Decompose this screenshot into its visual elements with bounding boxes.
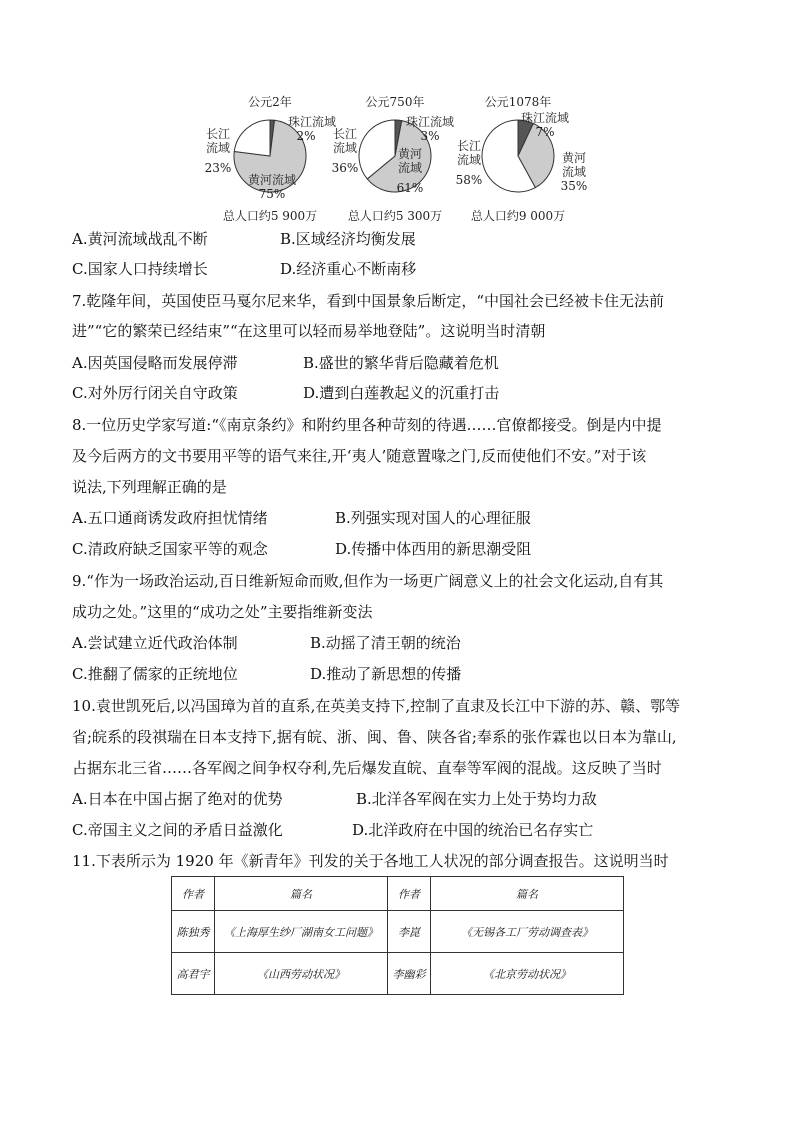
q9-stem-line-1: 9.“作为一场政治运动,百日维新短命而败,但作为一场更广阔意义上的社会文化运动,自有其 bbox=[72, 572, 664, 590]
slice-label: 流域 bbox=[561, 165, 587, 179]
q10-option-a[interactable]: A.日本在中国占据了绝对的优势 bbox=[72, 790, 283, 808]
pie-title: 公元750年 bbox=[365, 95, 425, 109]
q8-stem-line-1: 8.一位历史学家写道:“《南京条约》和附约里各种苛刻的待遇……官僚都接受。倒是内中提 bbox=[72, 416, 662, 434]
slice-label: 黄河流域 bbox=[247, 173, 297, 187]
q6-option-d[interactable]: D.经济重心不断南移 bbox=[280, 260, 417, 278]
slice-label: 流域 bbox=[456, 153, 482, 167]
pie-total-population: 总人口约5 900万 bbox=[222, 209, 318, 223]
table-row bbox=[172, 953, 624, 995]
pie-slice bbox=[234, 120, 270, 156]
slice-label: 珠江流域 bbox=[405, 115, 455, 129]
slice-label: 珠江流域 bbox=[520, 111, 570, 125]
population-pie-charts bbox=[200, 92, 620, 227]
slice-label: 长江 bbox=[456, 139, 482, 153]
table-cell: 《山西劳动状况》 bbox=[215, 953, 388, 995]
q6-option-a[interactable]: A.黄河流域战乱不断 bbox=[72, 230, 208, 248]
pie-total-population: 总人口约9 000万 bbox=[470, 209, 566, 223]
q8-option-c[interactable]: C.清政府缺乏国家平等的观念 bbox=[72, 540, 268, 558]
pie-total-population: 总人口约5 300万 bbox=[347, 209, 443, 223]
table-header-row bbox=[172, 877, 624, 911]
q7-option-d[interactable]: D.遭到白莲教起义的沉重打击 bbox=[303, 384, 500, 402]
slice-percent: 23% bbox=[204, 161, 232, 175]
slice-label: 长江 bbox=[205, 127, 231, 141]
q7-stem-line-2: 进”“它的繁荣已经结束”“在这里可以轻而易举地登陆”。这说明当时清朝 bbox=[72, 322, 546, 340]
q6-option-b[interactable]: B.区域经济均衡发展 bbox=[280, 230, 416, 248]
table-header-title-2: 篇名 bbox=[431, 877, 624, 911]
pie-charts-svg bbox=[200, 92, 620, 227]
table-cell: 高君宇 bbox=[172, 953, 215, 995]
q8-option-b[interactable]: B.列强实现对国人的心理征服 bbox=[335, 509, 531, 527]
q8-stem-line-3: 说法,下列理解正确的是 bbox=[72, 478, 227, 496]
q11-stem-line-1: 11.下表所示为 1920 年《新青年》刊发的关于各地工人状况的部分调查报告。这说明当时 bbox=[72, 852, 669, 870]
q6-option-c[interactable]: C.国家人口持续增长 bbox=[72, 260, 208, 278]
q10-stem-line-3: 占据东北三省……各军阀之间争权夺利,先后爆发直皖、直奉等军阀的混战。这反映了当时 bbox=[72, 759, 662, 777]
q7-option-c[interactable]: C.对外厉行闭关自守政策 bbox=[72, 384, 238, 402]
q9-option-d[interactable]: D.推动了新思想的传播 bbox=[310, 665, 462, 683]
q10-stem-line-1: 10.袁世凯死后,以冯国璋为首的直系,在英美支持下,控制了直隶及长江中下游的苏、赣、鄂等 bbox=[72, 697, 681, 715]
table-row bbox=[172, 911, 624, 953]
table-cell: 李幽彩 bbox=[388, 953, 431, 995]
slice-label: 流域 bbox=[397, 161, 423, 175]
slice-percent: 35% bbox=[560, 179, 588, 193]
table-cell: 《无锡各工厂劳动调查表》 bbox=[431, 911, 624, 953]
pie-title: 公元1078年 bbox=[484, 95, 552, 109]
q9-option-c[interactable]: C.推翻了儒家的正统地位 bbox=[72, 665, 238, 683]
table-header-author-1: 作者 bbox=[172, 877, 215, 911]
q10-option-b[interactable]: B.北洋各军阀在实力上处于势均力敌 bbox=[356, 790, 597, 808]
q7-stem-line-1: 7.乾隆年间，英国使臣马戛尔尼来华，看到中国景象后断定，“中国社会已经被卡住无法前 bbox=[72, 292, 664, 310]
slice-percent: 75% bbox=[258, 187, 286, 201]
q11-table bbox=[171, 876, 624, 995]
q10-stem-line-2: 省;皖系的段祺瑞在日本支持下,据有皖、浙、闽、鲁、陕各省;奉系的张作霖也以日本为靠山, bbox=[72, 728, 677, 746]
slice-label: 珠江流域 bbox=[287, 115, 337, 129]
slice-percent: 3% bbox=[420, 129, 440, 143]
slice-label: 黄河 bbox=[561, 151, 587, 165]
q7-option-b[interactable]: B.盛世的繁华背后隐藏着危机 bbox=[303, 354, 499, 372]
table-cell: 《上海厚生纱厂湖南女工问题》 bbox=[215, 911, 388, 953]
q8-option-a[interactable]: A.五口通商诱发政府担忧情绪 bbox=[72, 509, 268, 527]
q8-stem-line-2: 及今后两方的文书要用平等的语气来往,开‘夷人’随意置喙之门,反而使他们不安。”对于该 bbox=[72, 447, 647, 465]
slice-percent: 36% bbox=[331, 161, 359, 175]
q7-option-a[interactable]: A.因英国侵略而发展停滞 bbox=[72, 354, 238, 372]
pie-title: 公元2年 bbox=[248, 95, 292, 109]
table-header-title-1: 篇名 bbox=[215, 877, 388, 911]
table-header-author-2: 作者 bbox=[388, 877, 431, 911]
slice-label: 黄河 bbox=[397, 147, 423, 161]
q10-option-d[interactable]: D.北洋政府在中国的统治已名存实亡 bbox=[352, 821, 594, 839]
slice-label: 流域 bbox=[332, 141, 358, 155]
table-cell: 《北京劳动状况》 bbox=[431, 953, 624, 995]
slice-label: 流域 bbox=[205, 141, 231, 155]
table-cell: 李崑 bbox=[388, 911, 431, 953]
slice-percent: 2% bbox=[296, 129, 316, 143]
slice-label: 长江 bbox=[332, 127, 358, 141]
table-cell: 陈独秀 bbox=[172, 911, 215, 953]
slice-percent: 58% bbox=[455, 173, 483, 187]
q9-option-b[interactable]: B.动摇了清王朝的统治 bbox=[310, 634, 461, 652]
q10-option-c[interactable]: C.帝国主义之间的矛盾日益激化 bbox=[72, 821, 283, 839]
q9-stem-line-2: 成功之处。”这里的“成功之处”主要指维新变法 bbox=[72, 603, 373, 621]
slice-percent: 7% bbox=[535, 125, 555, 139]
q8-option-d[interactable]: D.传播中体西用的新思潮受阻 bbox=[335, 540, 532, 558]
q9-option-a[interactable]: A.尝试建立近代政治体制 bbox=[72, 634, 238, 652]
slice-percent: 61% bbox=[396, 181, 424, 195]
